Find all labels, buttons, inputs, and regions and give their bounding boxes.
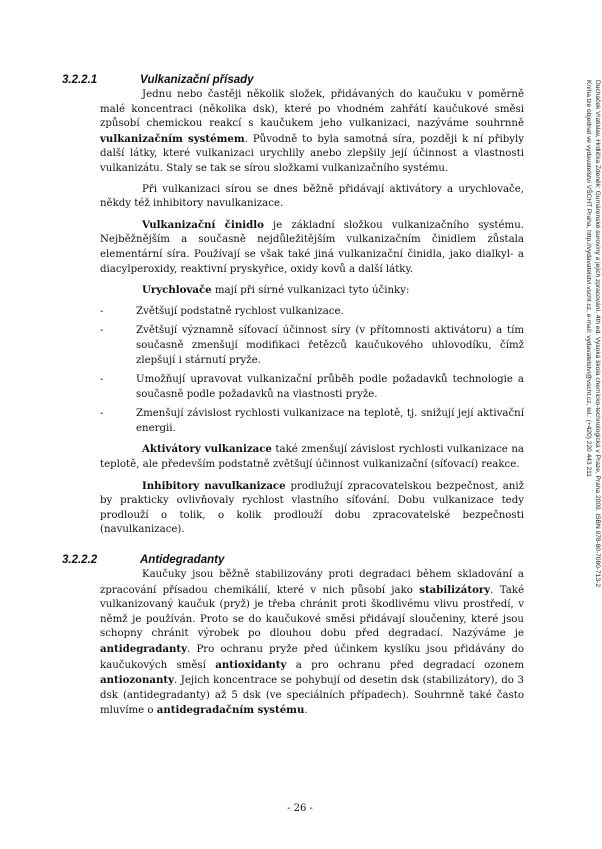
bold-term: antioxidanty <box>215 658 287 671</box>
bold-term: antidegradačním systému <box>156 704 305 717</box>
paragraph-urychlovace <box>100 283 524 299</box>
bold-term: stabilizátory <box>419 583 491 596</box>
list-item-text: Zmenšují závislost rychlosti vulkanizace na teplotě, tj. snižují její aktivační energii. <box>136 408 524 434</box>
bold-term: vulkanizačním systémem <box>100 132 245 145</box>
bullet-mark: - <box>100 325 104 337</box>
text-run: Jednu nebo častěji několik složek, přidávaných do kaučuku v poměrně malé koncentraci (několika dsk), které po vhodném zahřátí kaučukové směsi způsobí chemickou reakcí s kaučukem jeho vulkanizaci, nazýváme souhrnně <box>100 89 524 130</box>
bullet-mark: - <box>100 408 104 420</box>
page-number: - 26 - <box>287 803 313 814</box>
list-item-text: Umožňují upravovat vulkanizační průběh podle požadavků technologie a současně podle požadavků na vlastnosti pryže. <box>136 374 524 400</box>
list-item <box>100 407 524 436</box>
side-citation-text <box>584 80 602 760</box>
bullet-mark: - <box>100 305 104 317</box>
bullet-list-urychlovace <box>100 305 524 437</box>
text-run: Kaučuky jsou běžně stabilizovány proti degradaci během skladování a zpracování přísadou chemikálií, které v nich působí jako <box>100 569 524 596</box>
list-item <box>100 305 524 320</box>
list-item-text: Zvětšují podstatně rychlost vulkanizace. <box>136 305 344 317</box>
section-number: 3.2.2.2 <box>62 554 98 567</box>
paragraph-vulkanizacni-cinidlo <box>100 218 524 277</box>
bold-term: Urychlovače <box>142 284 212 297</box>
bold-term: antidegradanty <box>100 643 188 655</box>
bold-term: Aktivátory vulkanizace <box>142 443 272 456</box>
text-run: . Pro ochranu pryže před účinkem kyslíku jsou přidávány do kaučukových směsí <box>100 644 524 671</box>
list-item <box>100 324 524 368</box>
text-run: prodlužují zpracovatelskou bezpečnost, aniž by prakticky ovlivňovaly rychlost vlastního síťování. Dobu vulkanizace tedy prodlouží o tolik, o kolik prodlouží dobu zpracovatelské bezpečnosti (navulkanizace). <box>100 480 524 536</box>
section-title: Antidegradanty <box>140 554 225 567</box>
text-run: také zmenšují závislost rychlosti vulkanizace na teplotě, ale především podstatně zvětšují účinnost vulkanizační (síťovací) reakce. <box>100 444 524 471</box>
bold-term: Vulkanizační činidlo <box>142 218 264 231</box>
text-run: je základní složkou vulkanizačního systému. Nejběžnějším a současně nejdůležitějším vulkanizačním činidlem zůstala elementární síra. Používají se však také jiná vulkanizační činidla, jako dialkyl- a diacylperoxidy, reaktivní pryskyřice, oxidy kovů a další látky. <box>100 219 524 275</box>
bold-term: antiozonanty <box>100 674 174 687</box>
side-citation-line-1: Ducháček Vratislav, Hrdlička Zdeněk: Gumárenské suroviny a jejich zpracování. 4th ed. Vysoká škola chemicko-technologická v Praze, Praha 2009. ISBN 978-80-7080-713-2 <box>594 80 601 587</box>
paragraph-antidegradanty <box>100 568 524 719</box>
list-item <box>100 373 524 402</box>
section-title: Vulkanizační přísady <box>140 74 254 86</box>
paragraph-inhibitory <box>100 479 524 538</box>
text-run: . <box>304 705 308 717</box>
section-heading-3-2-2-1 <box>62 72 524 88</box>
text-run: mají při sírné vulkanizaci tyto účinky: <box>211 285 410 297</box>
section-heading-3-2-2-2 <box>62 552 524 568</box>
bold-term: Inhibitory navulkanizace <box>142 479 286 492</box>
page-content <box>62 64 524 725</box>
paragraph-aktivatory-urychlovace: Při vulkanizaci sírou se dnes běžně přidávají aktivátory a urychlovače, někdy též inhibitory navulkanizace. <box>100 183 524 210</box>
paragraph-aktivatory <box>100 442 524 472</box>
text-run: a pro ochranu před degradací ozonem <box>286 659 524 671</box>
bullet-mark: - <box>100 374 104 386</box>
text-run: . Původně to byla samotná síra, později k ní přibyly další látky, které vulkanizaci urychlily anebo zlepšily její účinnost a vlastnosti vulkanizátu. Staly se tak se sírou složkami vulkanizačního systému. <box>100 133 524 174</box>
paragraph-vulkanizacni-system <box>100 88 524 177</box>
text-run: . Jejich koncentrace se pohybují od desetin dsk (stabilizátory), do 3 dsk (antidegradanty) až 5 dsk (ve speciálních případech). Souhrnně také často mluvíme o <box>100 675 524 717</box>
text-run: . Také vulkanizovaný kaučuk (pryž) je třeba chránit proti škodlivému vlivu prostředí, v němž je používán. Proto se do kaučukové směsi přidávají sloučeniny, které jsou schopny chránit výrobek po dlouhou dobu před degradací. Nazýváme je <box>100 584 524 640</box>
side-citation-line-2: Kniha lze objednat ve vydavatelství VŠCHT Praha, http://vydavatelstvi.vscht.cz, e-mail: vydavatelstvi@vscht.cz, tel.: (+420) 220 443 211 <box>585 80 592 477</box>
side-citation <box>580 80 602 760</box>
list-item-text: Zvětšují významně síťovací účinnost síry (v přítomnosti aktivátoru) a tím současně zmenšují modifikaci řetězců kaučukového uhlovodíku, čímž zlepšují i stárnutí pryže. <box>136 325 524 366</box>
section-number: 3.2.2.1 <box>62 74 98 86</box>
